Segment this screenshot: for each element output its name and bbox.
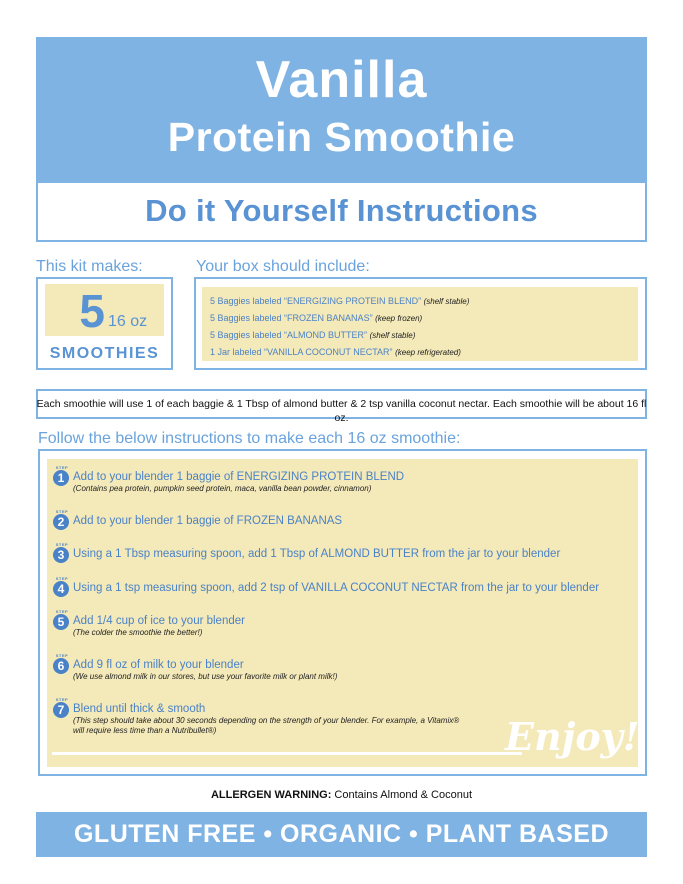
step-subtext: will require less time than a Nutribullet®)	[73, 726, 217, 735]
step-badge	[52, 654, 72, 674]
step-number-icon: 6	[53, 658, 69, 674]
kit-label: SMOOTHIES	[49, 345, 160, 362]
step-tag: STEP	[55, 653, 69, 658]
enjoy-underline	[52, 752, 522, 755]
step-text: Add to your blender 1 baggie of FROZEN BANANAS	[73, 515, 343, 527]
step-number-icon: 1	[53, 470, 69, 486]
step-text: Blend until thick & smooth	[73, 703, 206, 715]
step-badge	[52, 543, 72, 563]
kit-count: 5	[79, 285, 105, 337]
step-tag: STEP	[55, 576, 69, 581]
page-title-line2: Protein Smoothie	[167, 114, 516, 160]
step-badge	[52, 577, 72, 597]
box-item	[210, 346, 461, 359]
step-tag: STEP	[55, 697, 69, 702]
step-text: Add 9 fl oz of milk to your blender	[73, 659, 244, 671]
step-text: Using a 1 tsp measuring spoon, add 2 tsp of VANILLA COCONUT NECTAR from the jar to your blender	[73, 582, 600, 594]
kit-unit: 16 oz	[108, 313, 148, 330]
box-item-note: (shelf stable)	[369, 331, 416, 340]
step-subtext: (Contains pea protein, pumpkin seed protein, maca, vanilla bean powder, cinnamon)	[73, 484, 372, 493]
steps-heading: Follow the below instructions to make each 16 oz smoothie:	[38, 430, 461, 447]
step-subtext: (We use almond milk in our stores, but use your favorite milk or plant milk!)	[73, 672, 338, 681]
step-text: Add to your blender 1 baggie of ENERGIZING PROTEIN BLEND	[73, 471, 405, 483]
page-title: Vanilla	[255, 51, 428, 109]
box-item-text: 5 Baggies labeled “ENERGIZING PROTEIN BLEND”	[210, 296, 422, 306]
step-badge	[52, 610, 72, 630]
step-tag: STEP	[55, 465, 69, 470]
allergen-label: ALLERGEN WARNING:	[210, 789, 332, 801]
box-heading: Your box should include:	[196, 258, 370, 275]
box-item	[210, 295, 469, 308]
step-badge	[52, 698, 72, 718]
subtitle: Do it Yourself Instructions	[145, 193, 538, 228]
step-number-icon: 7	[53, 702, 69, 718]
step-tag: STEP	[55, 542, 69, 547]
allergen-text: Contains Almond & Coconut	[334, 789, 473, 801]
box-item	[210, 312, 422, 325]
box-item-note: (keep frozen)	[375, 314, 423, 323]
enjoy-script: Enjoy!	[505, 714, 640, 759]
box-item-text: 5 Baggies labeled “FROZEN BANANAS”	[210, 313, 373, 323]
footer-text: GLUTEN FREE • ORGANIC • PLANT BASED	[73, 820, 610, 848]
box-item-note: (shelf stable)	[423, 297, 470, 306]
step-text: Add 1/4 cup of ice to your blender	[73, 615, 245, 627]
step-badge	[52, 466, 72, 486]
info-text: Each smoothie will use 1 of each baggie & 1 Tbsp of almond butter & 2 tsp vanilla coconut nectar. Each smoothie will be about 16 fl oz.	[36, 398, 647, 424]
kit-heading: This kit makes:	[36, 258, 143, 275]
step-number-icon: 2	[53, 514, 69, 530]
box-item-text: 1 Jar labeled “VANILLA COCONUT NECTAR”	[210, 347, 393, 357]
box-item	[210, 329, 415, 342]
step-badge	[52, 510, 72, 530]
step-subtext: (The colder the smoothie the better!)	[73, 628, 203, 637]
step-tag: STEP	[55, 509, 69, 514]
step-number-icon: 4	[53, 581, 69, 597]
step-tag: STEP	[55, 609, 69, 614]
box-item-text: 5 Baggies labeled “ALMOND BUTTER”	[210, 330, 368, 340]
step-subtext: (This step should take about 30 seconds depending on the strength of your blender. For example, a Vitamix®	[73, 716, 460, 725]
allergen-warning	[36, 788, 647, 802]
box-item-note: (keep refrigerated)	[395, 348, 461, 357]
step-number-icon: 3	[53, 547, 69, 563]
step-text: Using a 1 Tbsp measuring spoon, add 1 Tbsp of ALMOND BUTTER from the jar to your blender	[73, 548, 561, 560]
step-number-icon: 5	[53, 614, 69, 630]
